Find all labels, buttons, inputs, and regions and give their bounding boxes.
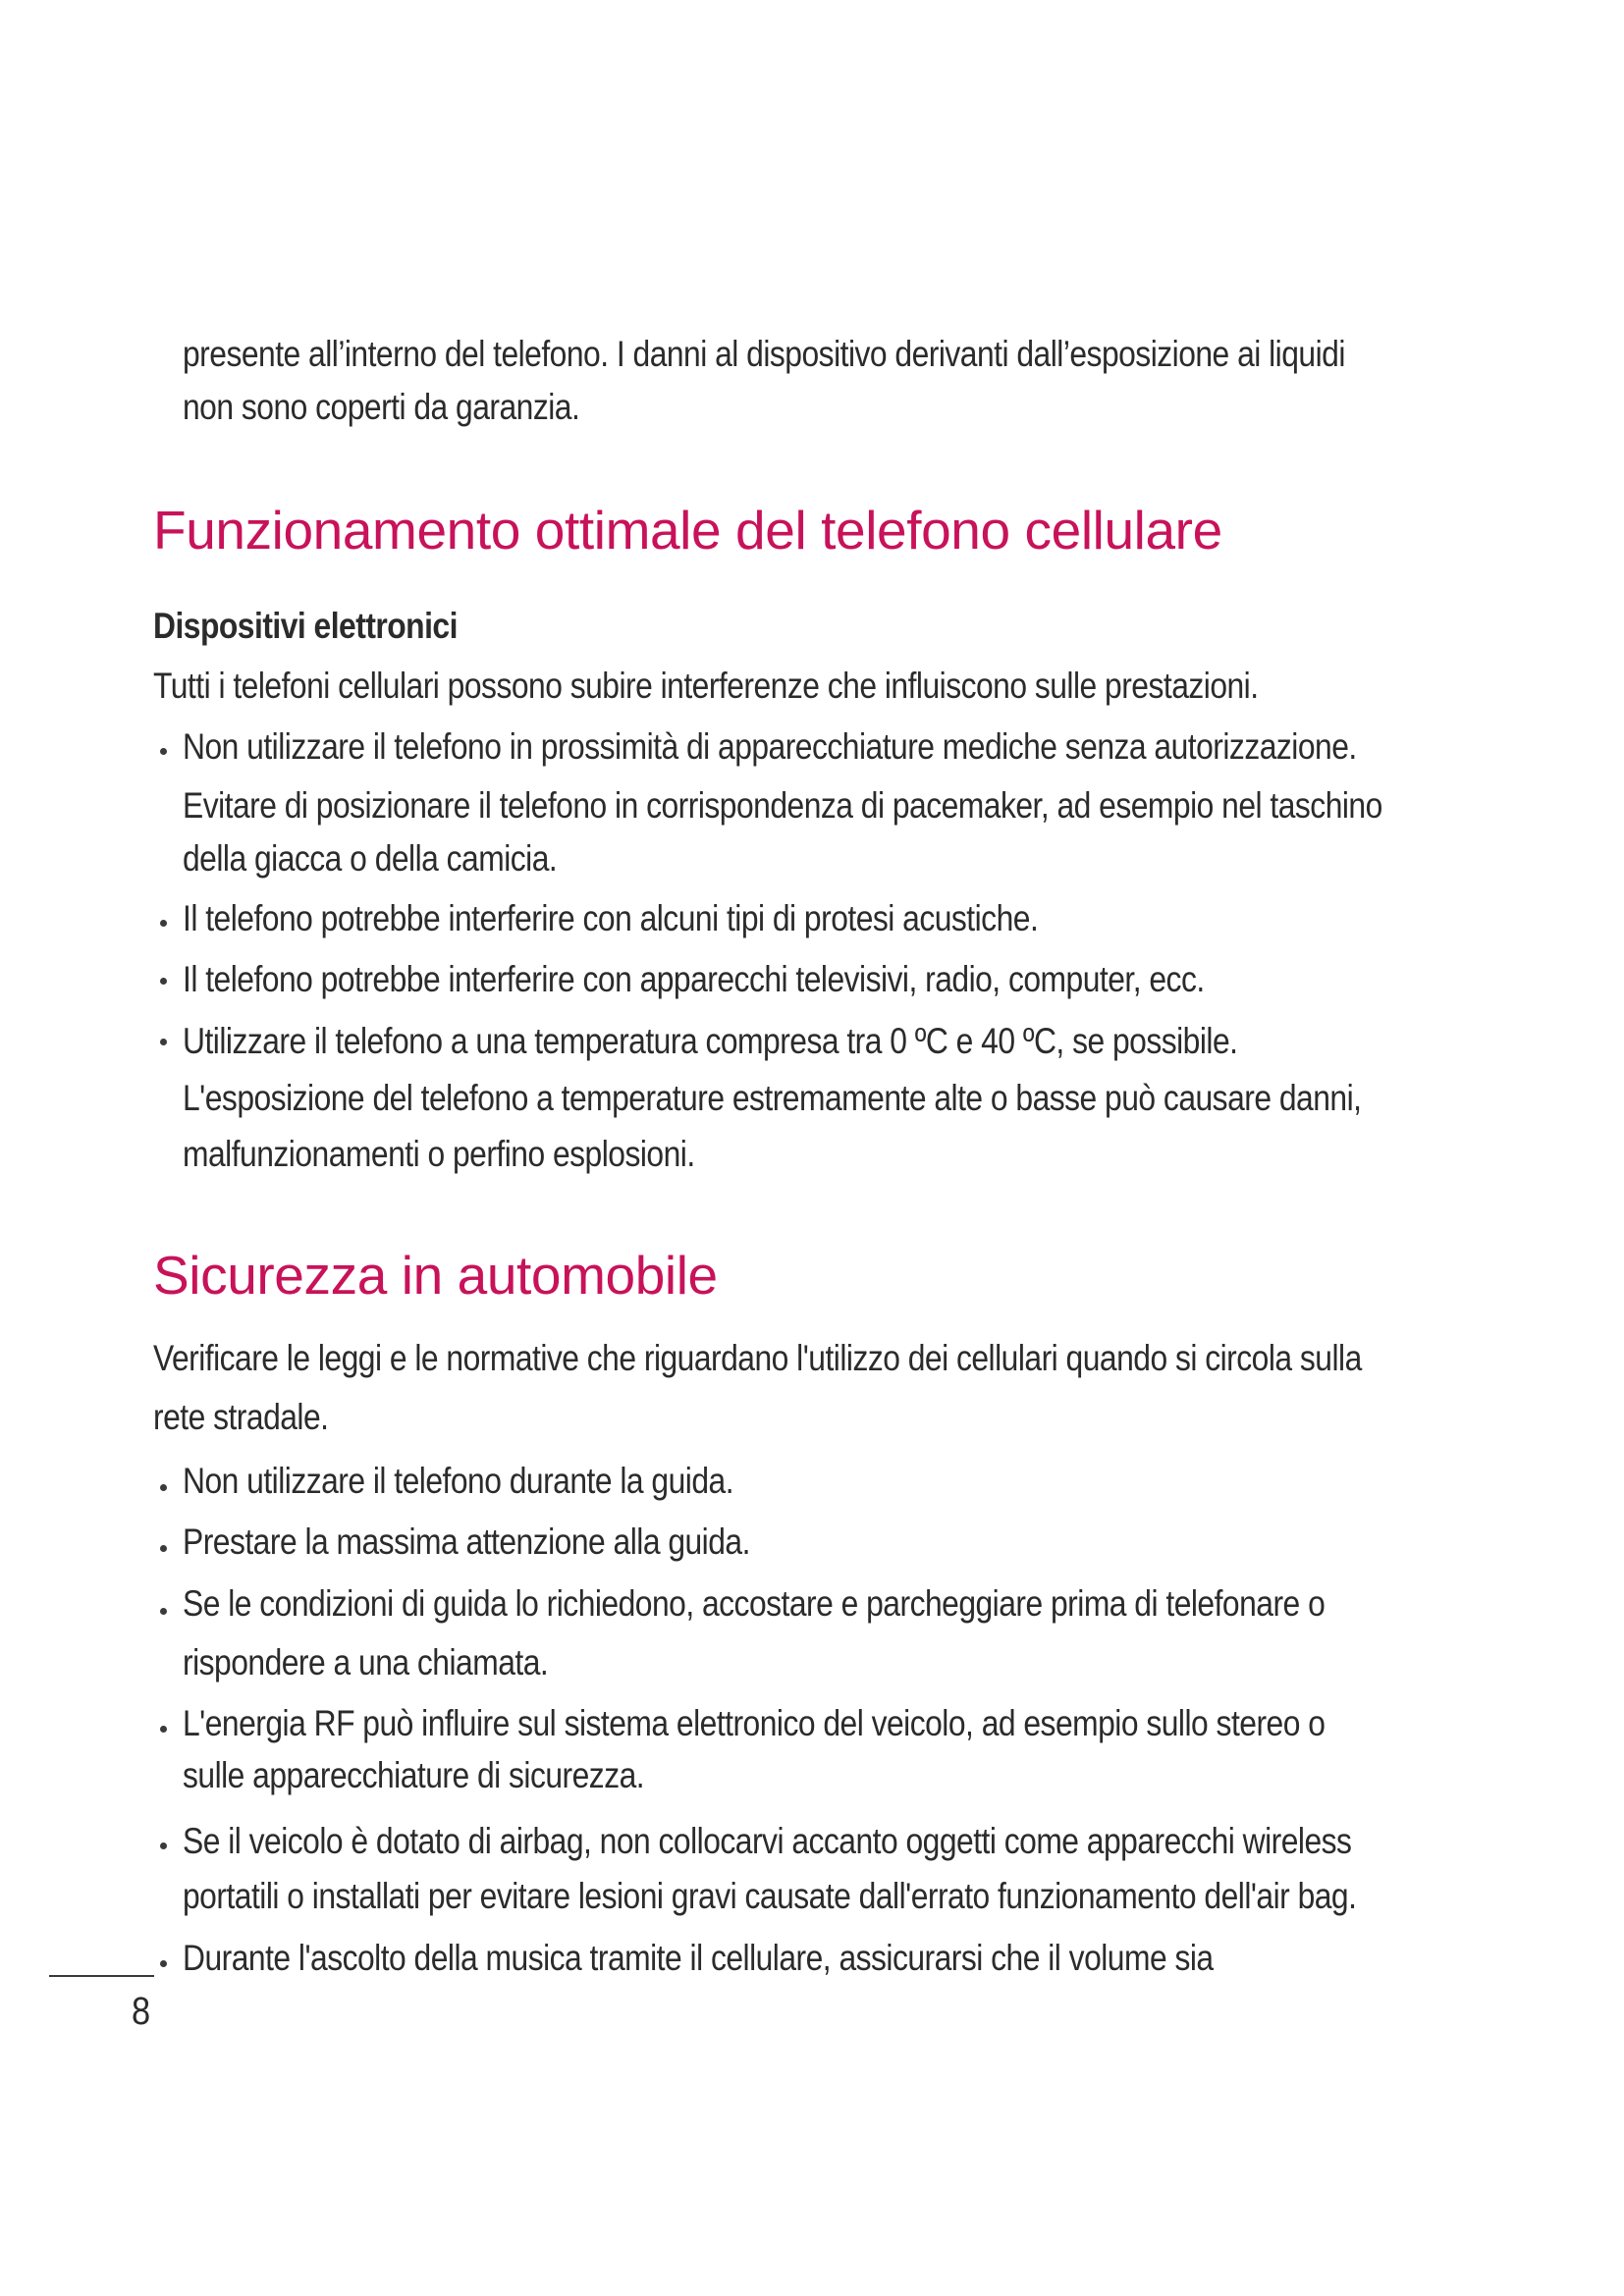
section-intro: Tutti i telefoni cellulari possono subire interferenze che influiscono sulle prestazioni.	[153, 666, 1259, 706]
list-item-line: Il telefono potrebbe interferire con alcuni tipi di protesi acustiche.	[183, 898, 1039, 938]
page-number: 8	[132, 1990, 151, 2033]
subsection-title-electronic-devices: Dispositivi elettronici	[153, 606, 458, 646]
bullet-icon	[160, 748, 167, 755]
section-title-phone-performance: Funzionamento ottimale del telefono cellulare	[153, 500, 1222, 561]
list-item-line: Utilizzare il telefono a una temperatura compresa tra 0 ºC e 40 ºC, se possibile.	[183, 1021, 1238, 1061]
bullet-icon	[160, 1545, 167, 1552]
bullet-icon	[160, 1039, 167, 1045]
list-item-line: Non utilizzare il telefono durante la guida.	[183, 1461, 734, 1501]
section-title-car-safety: Sicurezza in automobile	[153, 1245, 718, 1306]
list-item-line: Durante l'ascolto della musica tramite il cellulare, assicurarsi che il volume sia	[183, 1938, 1214, 1978]
list-item-line: L'energia RF può influire sul sistema elettronico del veicolo, ad esempio sullo stereo o	[183, 1703, 1326, 1743]
section-intro: rete stradale.	[153, 1397, 329, 1437]
list-item-line: della giacca o della camicia.	[183, 838, 558, 879]
footer-rule	[49, 1975, 154, 1977]
list-item-line: Se il veicolo è dotato di airbag, non collocarvi accanto oggetti come apparecchi wireless	[183, 1821, 1352, 1861]
list-item-line: Non utilizzare il telefono in prossimità di apparecchiature mediche senza autorizzazione.	[183, 726, 1357, 767]
list-item-line: portatili o installati per evitare lesioni gravi causate dall'errato funzionamento dell'air bag.	[183, 1876, 1357, 1916]
list-item-line: malfunzionamenti o perfino esplosioni.	[183, 1134, 695, 1174]
list-item-line: Il telefono potrebbe interferire con apparecchi televisivi, radio, computer, ecc.	[183, 959, 1205, 999]
list-item-line: sulle apparecchiature di sicurezza.	[183, 1755, 645, 1795]
intro-line: non sono coperti da garanzia.	[183, 387, 580, 427]
bullet-icon	[160, 1842, 167, 1849]
bullet-icon	[160, 1960, 167, 1967]
bullet-icon	[160, 1608, 167, 1615]
list-item-line: Evitare di posizionare il telefono in corrispondenza di pacemaker, ad esempio nel taschino	[183, 785, 1382, 826]
list-item-line: Se le condizioni di guida lo richiedono, accostare e parcheggiare prima di telefonare o	[183, 1583, 1326, 1624]
bullet-icon	[160, 1484, 167, 1491]
bullet-icon	[160, 1726, 167, 1733]
list-item-line: L'esposizione del telefono a temperature estremamente alte o basse può causare danni,	[183, 1078, 1362, 1118]
bullet-icon	[160, 920, 167, 927]
bullet-icon	[160, 978, 167, 985]
list-item-line: rispondere a una chiamata.	[183, 1642, 549, 1682]
section-intro: Verificare le leggi e le normative che riguardano l'utilizzo dei cellulari quando si circola sulla	[153, 1338, 1362, 1378]
intro-line: presente all’interno del telefono. I danni al dispositivo derivanti dall’esposizione ai liquidi	[183, 334, 1345, 374]
list-item-line: Prestare la massima attenzione alla guida.	[183, 1522, 750, 1562]
